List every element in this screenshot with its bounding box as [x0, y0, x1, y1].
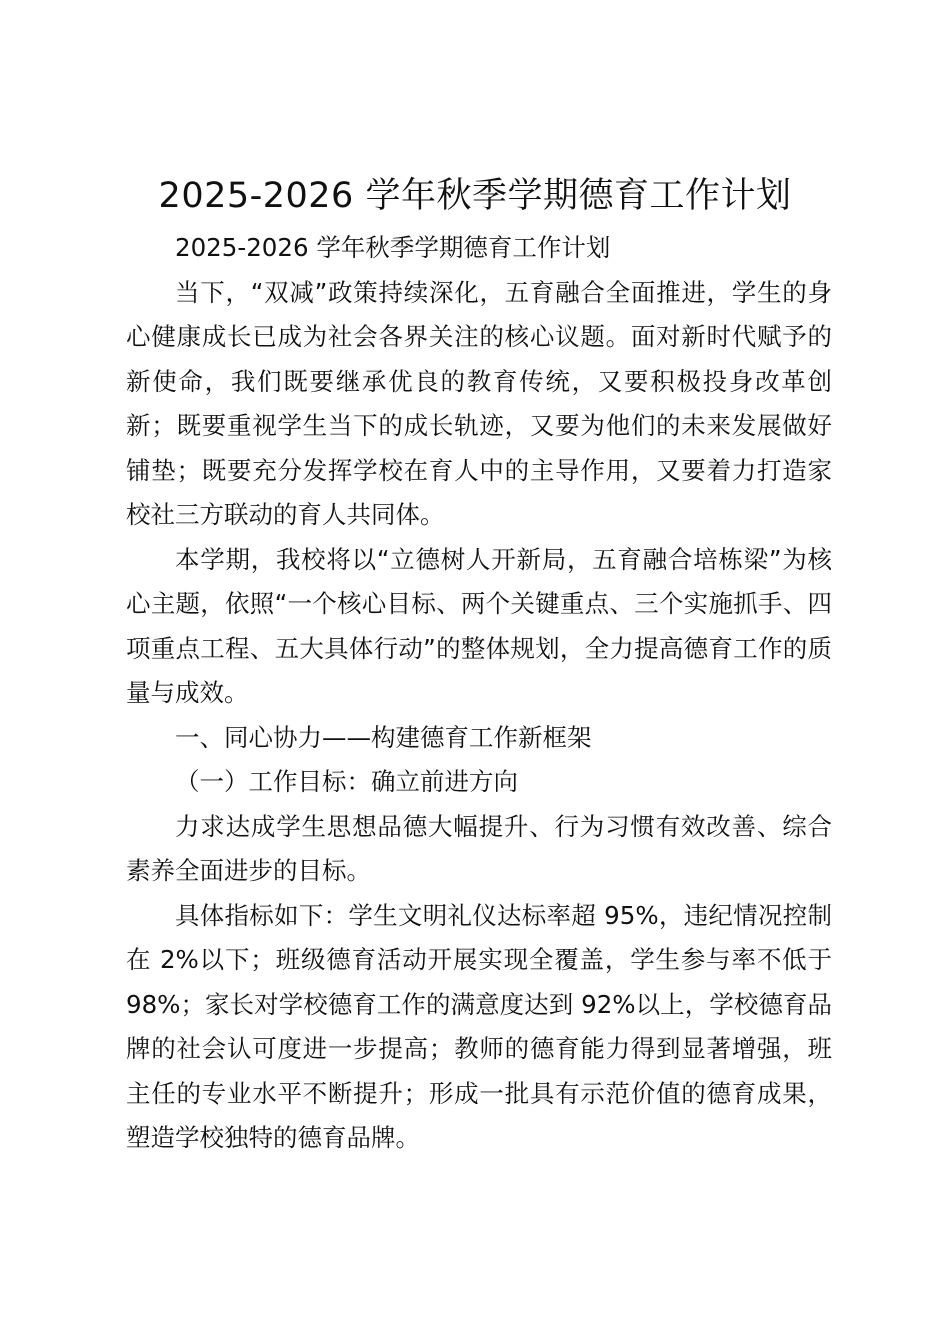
intro-paragraph: 当下，“双减”政策持续深化，五育融合全面推进，学生的身心健康成长已成为社会各界关注的核心议题。面对新时代赋予的新使命，我们既要继承优良的教育传统，又要积极投身改革创新；既要重视学生当下的成长轨迹，又要为他们的未来发展做好铺垫；既要充分发挥学校在育人中的主导作用，又要着力打造家校社三方联动的育人共同体。: [126, 277, 832, 529]
subtitle-paragraph: 2025-2026 学年秋季学期德育工作计划: [175, 233, 611, 262]
indicators-paragraph: 具体指标如下：学生文明礼仪达标率超 95%，违纪情况控制在 2%以下；班级德育活动开展实现全覆盖，学生参与率不低于 98%；家长对学校德育工作的满意度达到 92%以上，学校德育品牌的社会认可度进一步提高；教师的德育能力得到显著增强，班主任的专业水平不断提升；形成一批具有示范价值的德育成果，塑造学校独特的德育品牌。: [126, 900, 832, 1152]
theme-paragraph: 本学期，我校将以“立德树人开新局，五育融合培栋梁”为核心主题，依照“一个核心目标、两个关键重点、三个实施抓手、四项重点工程、五大具体行动”的整体规划，全力提高德育工作的质量与成效。: [126, 544, 832, 707]
subsection-heading: （一）工作目标：确立前进方向: [175, 767, 518, 796]
document-body: [126, 226, 832, 1161]
section-heading: 一、同心协力——构建德育工作新框架: [175, 722, 592, 752]
goal-paragraph: 力求达成学生思想品德大幅提升、行为习惯有效改善、综合素养全面进步的目标。: [126, 811, 832, 885]
document-title: 2025-2026 学年秋季学期德育工作计划: [158, 176, 792, 216]
